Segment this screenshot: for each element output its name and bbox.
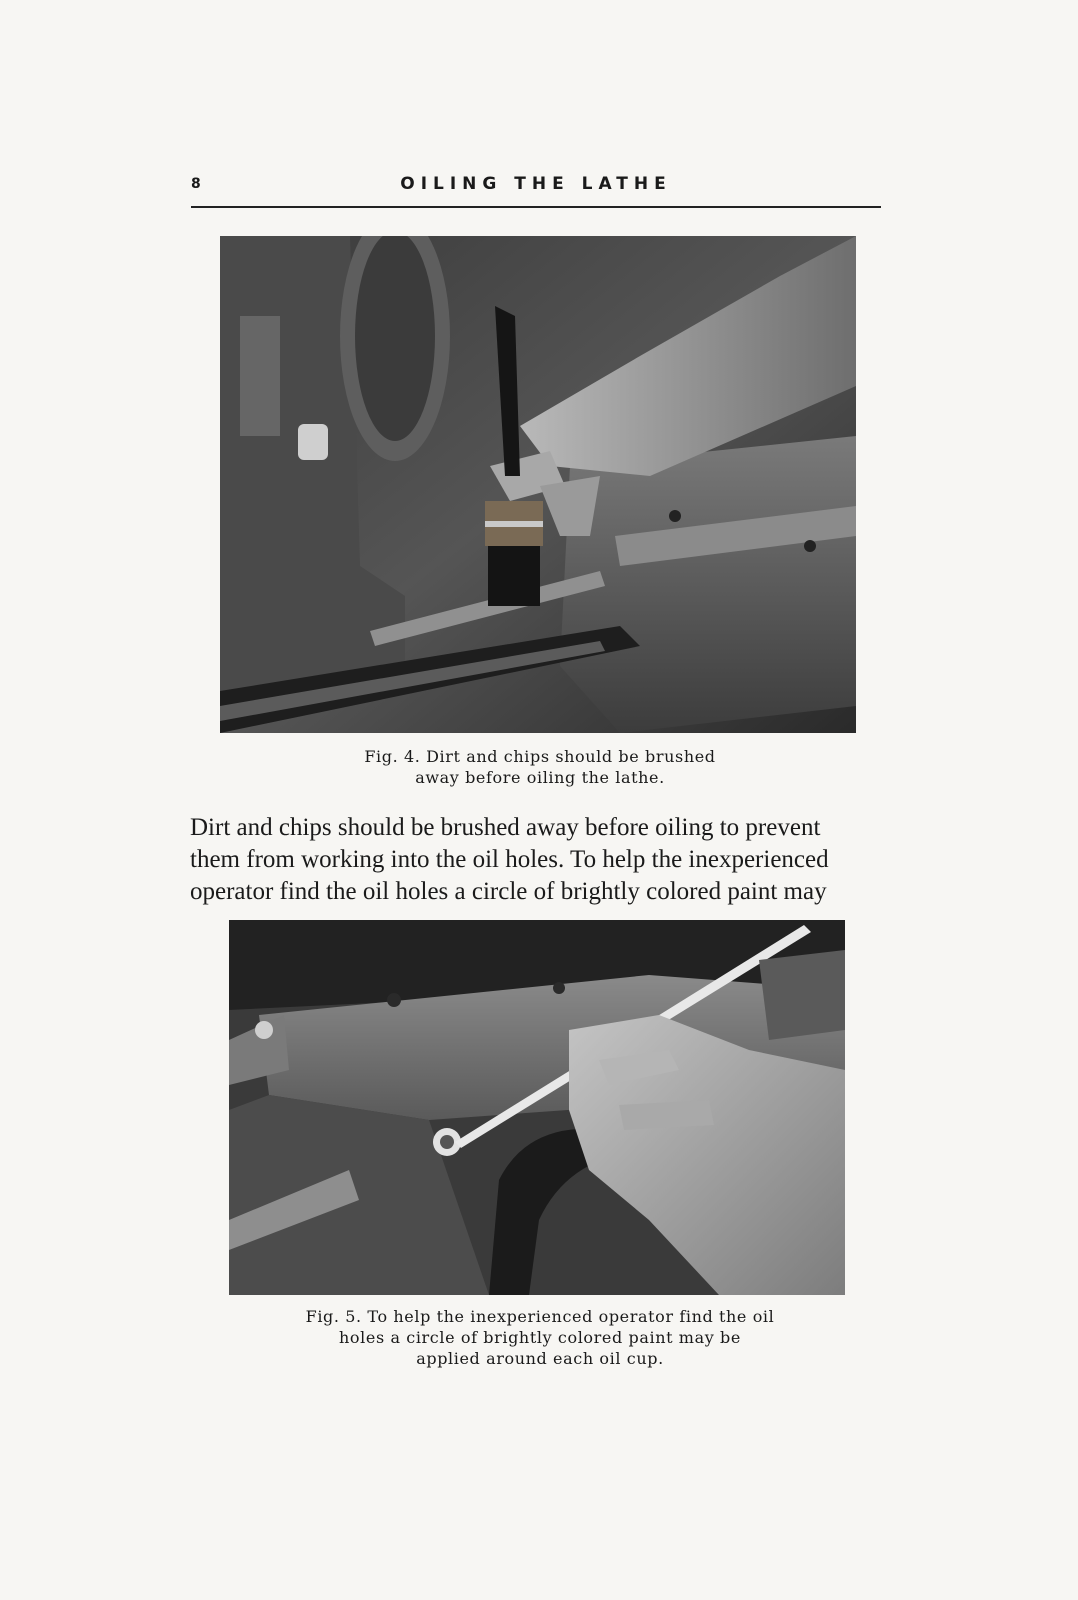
- page-header: [191, 176, 881, 208]
- caption-line: away before oiling the lathe.: [415, 768, 665, 787]
- body-line: them from working into the oil holes. To help the inexperienced: [190, 846, 829, 873]
- figure-4-caption: [250, 746, 830, 788]
- caption-line: holes a circle of brightly colored paint may be: [339, 1328, 741, 1347]
- figure-5-photo: [229, 920, 845, 1295]
- caption-line: Fig. 5. To help the inexperienced operator find the oil: [305, 1307, 775, 1326]
- caption-line: applied around each oil cup.: [416, 1349, 664, 1368]
- caption-line: Fig. 4. Dirt and chips should be brushed: [364, 747, 716, 766]
- body-line: Dirt and chips should be brushed away before oiling to prevent: [190, 814, 821, 841]
- body-line: operator find the oil holes a circle of brightly colored paint may: [190, 878, 827, 905]
- running-head: OILING THE LATHE: [400, 174, 672, 194]
- page-number: 8: [191, 176, 201, 192]
- body-paragraph: [190, 812, 890, 908]
- figure-5-caption: [240, 1306, 840, 1369]
- figure-4-photo: [220, 236, 856, 733]
